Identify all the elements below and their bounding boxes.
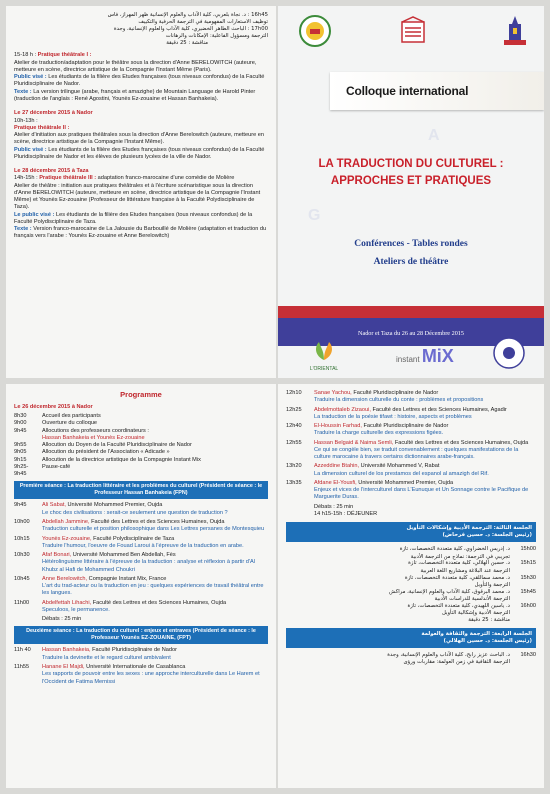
speaker-affiliation: Faculté Pluridisciplinaire de Nador (92, 647, 177, 654)
schedule-item: Ouverture du colloque (42, 420, 98, 427)
arabic-talk-text: الترجمة والتأويل (474, 581, 510, 588)
talk-entry (14, 552, 268, 574)
talk-speaker-line (42, 536, 268, 543)
schedule-item: Accueil des participants (42, 413, 101, 420)
schedule-item: Allocution de la directrice artistique de la Compagnie Instant Mix (42, 456, 201, 463)
speaker-affiliation: Faculté des Lettres et des Sciences Humaines, Oujda (91, 518, 225, 525)
talk-speaker-row (286, 390, 536, 397)
audience-label: Public visé : (14, 74, 47, 81)
instant-mix-logo (396, 345, 454, 368)
arabic-talk-row (286, 575, 536, 582)
speaker-name: Sanae Yachou, (314, 390, 352, 396)
schedule-time: 9h25-9h45 (14, 463, 29, 478)
arabic-talk-time (514, 596, 536, 603)
schedule-time: 9h00 (14, 420, 27, 427)
sponsor-name: L'ORIENTAL (309, 365, 339, 372)
workshop-1 (14, 52, 268, 103)
banner-text: Colloque international (346, 84, 469, 98)
arabic-talk-row (286, 582, 536, 589)
panel-workshops (6, 6, 276, 378)
day-date: Le 26 décembre 2015 à Nador (14, 403, 93, 410)
talk-time: 13h35 (286, 479, 302, 486)
workshop-time: 14h-15h : (14, 175, 38, 182)
speaker-affiliation: Faculté Pluridisciplinaire de Nador (353, 390, 439, 396)
talk-speaker-row (286, 440, 536, 447)
session-chair: (رئيس الجلسة: د. حسين فرحاض) (442, 532, 532, 539)
schedule-time: 9h45 (14, 427, 27, 434)
talk-speaker-row (14, 536, 268, 543)
arabic-talk-time (514, 610, 536, 617)
session-title: الجلسة الثالثة: الترجمة الأدبية وإشكالات التأويل (406, 525, 532, 532)
speaker-name: Hanane El Majdi, (42, 663, 85, 670)
talk-title: Hétérolinguisme littéraire à l'épreuve de la traduction : analyse et réflexion à partir d'Al Khubz al Hafi de Mohammed Choukri (42, 559, 255, 573)
session-4-talks (286, 652, 536, 666)
talk-entry (14, 576, 268, 598)
arabic-talk-text: الترجمة عند البلاغة ومشاريع اللغة العربية (420, 567, 510, 574)
talk-entry (286, 423, 536, 438)
talk-title: Traduction culturelle et position philosophique dans Les Lettres persanes de Montesquieu (42, 526, 265, 533)
schedule-row (14, 464, 268, 479)
talk-entry (286, 390, 536, 405)
arabic-line: مناقشة : 25 دقيقة (166, 39, 208, 46)
talk-title: La traduction de la poésie tifawt : histoire, aspects et problèmes (314, 413, 472, 420)
schedule-time: 8h30 (14, 413, 27, 420)
cover-title (278, 156, 544, 189)
speaker-affiliation: Faculté des Lettres et des Sciences Humaines, Oujda (92, 599, 227, 606)
arabic-talk-time (514, 554, 536, 561)
tower-logo-icon (498, 14, 532, 48)
audience-text: Les étudiants de la filière des Etudes françaises (tous niveaux confondus) de la Faculté Pluridisciplinaire de Nador. (14, 74, 265, 88)
talk-title: Ce qui se congèle bien, se traduit convenablement : quelques manifestations de la culture marocaine à travers certains dictionnaires arabe-français. (314, 446, 519, 461)
debate-note: Débats : 25 min (42, 616, 82, 623)
talk-speaker-row (286, 463, 536, 470)
talk-entry (14, 536, 268, 551)
speaker-affiliation: Compagnie Instant Mix, France (88, 575, 167, 582)
programme-heading: Programme (120, 390, 162, 399)
sponsor-name-mark: MiX (421, 345, 454, 366)
talk-speaker-row (14, 600, 268, 607)
workshop-time: 15-18 h : (14, 52, 37, 59)
arabic-talk-time: 15h45 (520, 588, 536, 595)
university-logo-icon (298, 14, 332, 48)
faculty-logo-icon (396, 14, 430, 48)
talk-speaker-line (314, 423, 536, 430)
schedule-time: 9h15 (14, 456, 27, 463)
watermark: G (308, 207, 321, 224)
arabic-talk-text: د. محمد سماللقي، كلية متعددة التخصصات، تازة (404, 574, 510, 581)
talk-speaker-row (14, 576, 268, 583)
speaker-name: Hassan Banhakeia, (42, 647, 91, 654)
talk-time: 10h45 (14, 575, 30, 582)
workshop-text: Atelier de traduction/adaptation pour le théâtre sous la direction d'Anne BERELOWITCH (auteure, metteure en scène, directrice artistique de la Compagnie l'Instant Même (Paris). (14, 59, 257, 73)
oriental-logo (304, 340, 344, 372)
talk-time: 11h 40 (14, 647, 31, 654)
day-date: Le 28 décembre 2015 à Taza (14, 168, 89, 175)
colloquium-banner (330, 72, 544, 110)
arabic-talk-time: 16h00 (520, 602, 536, 609)
talk-speaker-row (286, 423, 536, 430)
session-4-header (286, 628, 536, 648)
speaker-name: Anne Berelowitch, (42, 575, 88, 582)
workshop-subtitle: adaptation franco-marocaine d'une comédie de Molière (97, 175, 235, 182)
opening-schedule (14, 413, 268, 478)
association-logo-icon (492, 336, 526, 370)
talk-speaker-row (14, 552, 268, 559)
arabic-talk-row (286, 568, 536, 575)
talk-title: Traduire la dimension culturelle du conte : problèmes et propositions (314, 397, 484, 404)
talk-entry (286, 440, 536, 462)
talk-entry (286, 407, 536, 422)
speaker-affiliation: Université Mohammed Ben Abdellah, Fès (72, 552, 176, 559)
arabic-talk-text: د. حسين الهلالي، كلية متعددة التخصصات، تازة (408, 560, 510, 567)
arabic-talk-text: مناقشة : 25 دقيقة (468, 616, 510, 623)
schedule-time: 9h05 (14, 449, 27, 456)
talk-speaker-line (314, 390, 536, 397)
speaker-name: Hassan Belgaid & Naima Semli, (314, 439, 394, 446)
event-dates: Nador et Taza du 26 au 28 Décembre 2015 (358, 330, 464, 337)
arabic-talk-time (514, 568, 536, 575)
schedule-item: Allocution du Doyen de la Faculté Pluridisciplinaire de Nador (42, 442, 192, 449)
talk-title: Enjeux et vices de l'interculturel dans L'Eunuque et Un Sonnage contre le Pacifique de Marguerite Duras. (314, 487, 529, 501)
schedule-item: Allocutions des professeurs coordinateurs : (42, 427, 149, 434)
sponsor-name: instant (396, 354, 420, 364)
schedule-row (14, 457, 268, 464)
speaker-affiliation: Faculté des Lettres et des Sciences Humaines, Agadir (372, 406, 507, 413)
talk-speaker-line (314, 440, 536, 447)
talk-time: 12h55 (286, 439, 302, 446)
speaker-name: El-Houssin Farhad, (314, 423, 362, 430)
session-2-talks (14, 647, 268, 685)
talk-speaker-row (14, 664, 268, 671)
session-2-talks-continued (286, 390, 536, 502)
workshop-2 (14, 110, 268, 161)
speaker-affiliation: Université Mohammed V, Rabat (360, 463, 440, 470)
talk-speaker-row (286, 407, 536, 414)
talk-title: Speculoos, le permanence. (42, 606, 110, 613)
talk-time: 11h00 (14, 599, 30, 606)
speaker-name: Younès Ez-zouaine, (42, 535, 92, 542)
talk-time: 9h45 (14, 502, 27, 509)
arabic-talk-row (286, 617, 536, 624)
speaker-name: Abdellah Jammine, (42, 518, 90, 525)
workshop-time: 10h-13h : (14, 117, 38, 124)
talk-title: Traduire l'humour, l'oeuvre de Fouad Laroui à l'épreuve de la traduction en arabe. (42, 542, 244, 549)
leaf-logo-icon (311, 340, 337, 362)
speaker-affiliation: Faculté des Lettres et des Sciences Humaines, Oujda (394, 439, 529, 446)
text-value: La version trilingue (arabe, français et amazighe) de Mountain Language de Harold Pinter (traduction de l'anglais : René Agostini, Younès Ez-zouaine et Hassan Banhakeia). (14, 88, 256, 102)
arabic-talk-row (286, 659, 536, 666)
logo-row (278, 14, 544, 54)
arabic-talk-time (514, 659, 536, 666)
arabic-talk-text: د. محمد البرقوق، كلية الآداب والعلوم الإنسانية، مراكش (388, 588, 510, 595)
speaker-affiliation: Université Internationale de Casablanca (86, 663, 186, 670)
talk-title: L'art du trad-acteur ou la traduction en jeu : quelques expériences de travail théâtral entre les langues. (42, 583, 264, 597)
arabic-talk-text: الترجمة الثقافية في زمن العولمة: مقاربات ورؤى (403, 659, 510, 666)
session-1-talks (14, 502, 268, 614)
workshop-title: Pratique théâtrale II : (14, 124, 70, 131)
arabic-talk-row (286, 596, 536, 603)
arabic-line: 17h00 : الباحث الطاهر الخضيري، كلية الآداب والعلوم الإنسانية، وجدة (113, 25, 268, 32)
talk-title: Traduire la devinette et le regard culturel ambivalent (42, 654, 171, 661)
speaker-name: Ali Sabat, (42, 502, 66, 509)
speaker-affiliation: Université Mohammed Premier, Oujda (67, 502, 163, 509)
session-1-header: Première séance : La traduction littéraire et les problèmes du culturel (Président de séance : le Professeur Hassan Banhakeia (FPN) (14, 481, 268, 499)
talk-time: 12h25 (286, 406, 302, 413)
session-title: الجلسة الرابعة: الترجمة والثقافة والعولمة (421, 630, 532, 637)
talk-time: 10h15 (14, 535, 30, 542)
speaker-name: Abdelfettah Lihachi, (42, 599, 92, 606)
arabic-line: توظيف الاستعارات المفهومية في الترجمة الحرفية والتكييف (138, 18, 268, 25)
panel-cover (278, 6, 544, 378)
day-date: Le 27 décembre 2015 à Nador (14, 110, 93, 117)
speaker-affiliation: Faculté Pluridisciplinaire de Nador (363, 423, 449, 430)
talk-entry (14, 647, 268, 662)
talk-speaker-line (314, 407, 536, 414)
schedule-row (14, 435, 268, 442)
talk-speaker-line (42, 502, 268, 509)
talk-entry (14, 519, 268, 534)
talk-title: Les rapports de pouvoir entre les sexes : une approche interculturelle dans Le Harem et l'Occident de Fatima Mernissi (42, 671, 260, 685)
schedule-item: Allocution du président de l'Association « Adicade » (42, 449, 170, 456)
talk-speaker-line (42, 600, 268, 607)
cover-title-line: LA TRADUCTION DU CULTUREL : (318, 158, 504, 170)
talk-speaker-row (286, 480, 536, 487)
talk-title: La dimension culturel de los prestamos del espanol al amazigh del Rif. (314, 470, 489, 477)
talk-speaker-line (42, 647, 268, 654)
red-strip (278, 306, 544, 318)
workshop-title: Pratique théâtrale I : (37, 52, 92, 59)
arabic-talk-time (514, 617, 536, 624)
cover-subtitle: Conférences - Tables rondes (354, 239, 468, 249)
arabic-talk-row (286, 589, 536, 596)
arabic-talk-row (286, 560, 536, 567)
arabic-talk-row (286, 546, 536, 553)
schedule-row (14, 442, 268, 449)
audience-text: Les étudiants de la filière des Etudes françaises (tous niveaux confondus) de la Faculté Polydisciplinaire de Taza. (14, 211, 253, 225)
talk-speaker-line (42, 519, 268, 526)
talk-entry (14, 600, 268, 615)
arabic-talk-text: د. إدريس الخضراوي، كلية متعددة التخصصات، تازة (399, 546, 510, 553)
panel-programme (6, 384, 276, 788)
arabic-line: الترجمة ومسؤول الفاعلية: الإمكانات والرهانات (165, 32, 268, 39)
talk-title: Le choc des civilisations : serait-ce seulement une question de traduction ? (42, 509, 228, 516)
panel-programme-continued (278, 384, 544, 788)
arabic-talk-time: 16h30 (520, 651, 536, 658)
talk-title: Traduire la charge culturelle des expressions figées. (314, 430, 444, 437)
talk-speaker-row (14, 519, 268, 526)
schedule-item: Hassan Banhakeia et Younès Ez-zouaine (42, 434, 145, 441)
arabic-talk-text: الترجمة الأندلسية للدراسات الأدبية (434, 595, 510, 602)
arabic-talk-time: 15h30 (520, 574, 536, 581)
speaker-affiliation: Faculté Polydisciplinaire de Taza (93, 535, 175, 542)
talk-speaker-line (42, 664, 268, 671)
talk-time: 13h20 (286, 463, 302, 470)
talk-speaker-line (42, 552, 268, 559)
talk-time: 10h00 (14, 518, 30, 525)
workshop-title: Pratique théâtrale III : (39, 175, 97, 182)
schedule-time: 9h55 (14, 442, 27, 449)
cover-title-line: APPROCHES ET PRATIQUES (330, 174, 492, 187)
speaker-name: Azzeddine Btahin, (314, 463, 360, 470)
schedule-item: Pause-café (42, 463, 71, 470)
schedule-time (14, 435, 38, 442)
audience-label: Public visé : (14, 146, 47, 153)
arabic-talk-time (514, 582, 536, 589)
workshop-text: Atelier d'initiation aux pratiques théâtrales sous la direction d'Anne Berelowitch (auteure, metteure en scène, directrice artistique de la Compagnie l'Instant Même). (14, 132, 264, 146)
speaker-name: Abdelmottaleb Zizaoui, (314, 406, 371, 413)
arabic-talk-row (286, 652, 536, 659)
talk-time: 10h30 (14, 552, 30, 559)
talk-time: 12h10 (286, 390, 302, 396)
talk-time: 12h40 (286, 423, 302, 430)
arabic-talk-text: د. ياسين اللهيدي، كلية متعددة التخصصات، تازة (407, 602, 510, 609)
watermark: A (428, 127, 440, 144)
talk-speaker-row (14, 647, 268, 654)
schedule-row (14, 449, 268, 456)
session-3-talks (286, 546, 536, 624)
cover-subtitle: Ateliers de théâtre (373, 257, 449, 267)
talk-speaker-line (314, 463, 536, 470)
talk-entry (14, 502, 268, 517)
talk-speaker-line (42, 576, 268, 583)
talk-entry (14, 664, 268, 686)
arabic-talk-time: 15h15 (520, 560, 536, 567)
arabic-header (14, 12, 268, 46)
talk-time: 11h55 (14, 663, 30, 670)
arabic-talk-text: الترجمة الأدبية وإشكالية التأويل (442, 610, 510, 617)
text-value: Version franco-marocaine de La Jalousie du Barbouillé de Molière (adaptation et traduction du français vers l'arabe : Younès Ez-zouaine et Anne Berelowitch) (14, 226, 267, 240)
schedule-row (14, 413, 268, 420)
text-label: Texte : (14, 88, 32, 95)
text-label: Texte : (14, 226, 32, 233)
arabic-talk-text: د. الباحث عزيز رابح، كلية الآداب والعلوم الإنسانية، وجدة (387, 651, 510, 658)
workshop-3 (14, 168, 268, 241)
audience-label: Le public visé : (14, 211, 55, 218)
arabic-talk-row (286, 610, 536, 617)
arabic-line: 16h45 : د. نجاة بلعربي، كلية الآداب والعلوم الإنسانية ظهر المهراز، فاس (107, 12, 268, 18)
schedule-row (14, 420, 268, 427)
arabic-talk-time: 15h00 (520, 546, 536, 553)
session-3-header (286, 522, 536, 542)
workshop-text: Atelier de théâtre : initiation aux pratiques théâtrales et à l'écriture scénaristique sous la direction d'Anne BERELOWITCH (auteure, metteure en scène, directrice artistique de la Compagnie l'Instant Même) et Younès Ez-zouaine (Professeur de littérature française à la Faculté Polydisciplinaire de Taza). (14, 182, 261, 211)
speaker-affiliation: Université Mohammed Premier, Oujda (358, 479, 454, 486)
talk-speaker-row (14, 502, 268, 509)
audience-text: Les étudiants de la filière des Etudes françaises (tous niveaux confondus) de la Faculté Pluridisciplinaire de Nador et les élèves de plusieurs lycées de la ville de Nador. (14, 146, 265, 160)
debate-note: Débats : 25 min (314, 503, 354, 510)
talk-entry (286, 480, 536, 502)
talk-speaker-line (314, 480, 536, 487)
arabic-talk-text: تجريبي في الترجمة: نماذج من الترجمة الأدبية (410, 553, 510, 560)
talk-entry (286, 463, 536, 478)
schedule-row (14, 428, 268, 435)
session-2-header: Deuxième séance : La traduction du culturel : enjeux et entraves (Président de séance : le Professeur Younès EZ-ZOUAINE, (FPT) (14, 626, 268, 644)
lunch-note: 14 h15-15h : DÉJEUNER (314, 510, 378, 517)
session-chair: (رئيس الجلسة: د. حسين الهلالي) (443, 637, 532, 644)
speaker-name: Afdane El-Yousfi, (314, 479, 357, 486)
speaker-name: Afaf Bonari, (42, 552, 72, 559)
